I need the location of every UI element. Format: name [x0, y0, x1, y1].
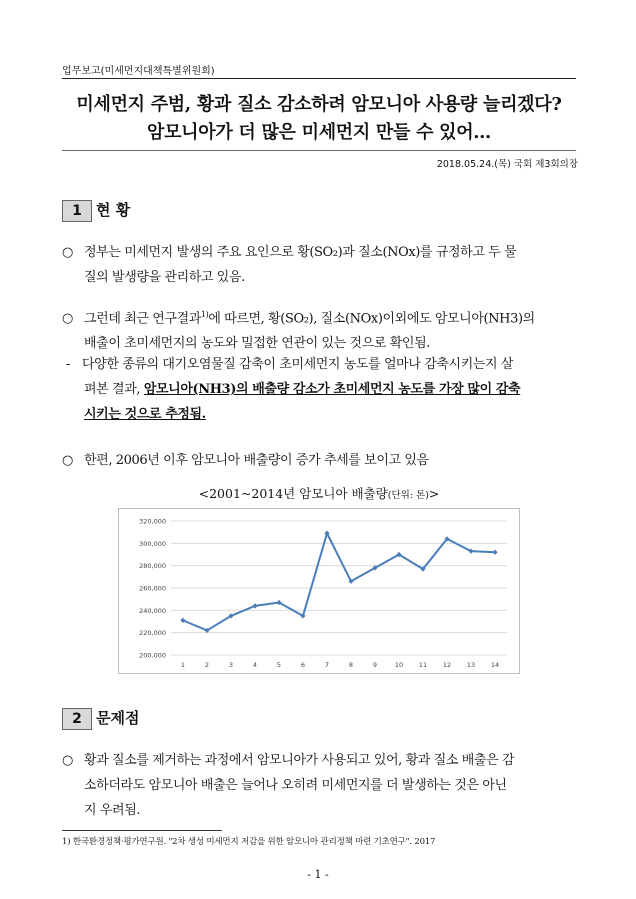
- x-tick-label: 2: [204, 661, 210, 669]
- x-tick-label: 10: [394, 661, 404, 669]
- paragraph-text: 황과 질소를 제거하는 과정에서 암모니아가 사용되고 있어, 황과 질소 배출은 감: [84, 753, 515, 768]
- title-line-1: 미세먼지 주범, 황과 질소 감소하려 암모니아 사용량 늘리겠다?: [76, 94, 562, 115]
- report-header-label: 업무보고(미세먼지대책특별위원회): [62, 66, 215, 77]
- x-tick-label: 11: [418, 661, 428, 669]
- circle-bullet: ○: [62, 311, 73, 327]
- section-1-title: 현 황: [96, 201, 131, 219]
- circle-bullet: ○: [62, 753, 73, 768]
- x-tick-label: 1: [180, 661, 186, 669]
- chart-caption-end: >: [428, 486, 440, 501]
- ammonia-emissions-chart: [118, 508, 520, 674]
- dateline: 2018.05.24.(목) 국회 제3회의장: [436, 159, 578, 170]
- x-tick-label: 12: [442, 661, 452, 669]
- section-2-number: 2: [62, 708, 92, 730]
- x-tick-label: 3: [228, 661, 234, 669]
- circle-bullet: ○: [62, 453, 73, 468]
- paragraph-text: 에 따르면, 황(SO₂), 질소(NOx)이외에도 암모니아(NH3)의: [208, 311, 535, 327]
- paragraph-text: 배출이 초미세먼지의 농도와 밀접한 연관이 있는 것으로 확인됨.: [84, 336, 430, 352]
- y-tick-label: 260,000: [139, 584, 166, 593]
- page-number: - 1 -: [307, 868, 329, 881]
- section-1-paragraph-4: [62, 448, 576, 473]
- paragraph-text: 한편, 2006년 이후 암모니아 배출량이 증가 추세를 보이고 있음: [84, 453, 429, 468]
- paragraph-text: 다양한 종류의 대기오염물질 감축이 초미세먼지 농도를 얼마나 감축시키는지 살: [82, 357, 514, 372]
- paragraph-text: 소하더라도 암모니아 배출은 늘어나 오히려 미세먼지를 더 발생하는 것은 아닌: [84, 778, 507, 793]
- title-line-2: 암모니아가 더 많은 미세먼지 만들 수 있어…: [147, 122, 491, 143]
- title-rule: [62, 150, 576, 151]
- header-rule: [62, 78, 576, 79]
- section-2-title: 문제점: [96, 709, 140, 727]
- chart-caption: [62, 484, 576, 502]
- line-chart-svg: [119, 509, 519, 673]
- dash-bullet: -: [66, 357, 70, 372]
- circle-bullet: ○: [62, 245, 73, 260]
- emphasized-finding: 시키는 것으로 추정됨.: [84, 407, 206, 422]
- chart-unit: (단위: 톤): [387, 490, 429, 501]
- y-tick-label: 320,000: [139, 517, 166, 526]
- y-tick-label: 300,000: [139, 539, 166, 548]
- x-tick-label: 7: [324, 661, 330, 669]
- x-tick-label: 14: [490, 661, 500, 669]
- x-tick-label: 4: [252, 661, 258, 669]
- paragraph-text: 그런데 최근 연구결과: [84, 311, 201, 327]
- paragraph-text: 정부는 미세먼지 발생의 주요 요인으로 황(SO₂)과 질소(NOx)를 규정하고 두 물: [84, 245, 517, 260]
- section-1-paragraph-2: [62, 302, 576, 356]
- data-point: [492, 550, 497, 555]
- x-tick-label: 13: [466, 661, 476, 669]
- x-tick-label: 9: [372, 661, 378, 669]
- paragraph-text: 펴본 결과,: [84, 382, 144, 397]
- section-1-paragraph-1: [62, 240, 576, 290]
- chart-caption-text: <2001~2014년 암모니아 배출량: [198, 486, 388, 501]
- footnote: 1) 한국환경정책·평가연구원. "2차 생성 미세먼지 저감을 위한 암모니아 관리정책 마련 기초연구". 2017: [62, 837, 436, 847]
- section-2-paragraph-1: [62, 748, 576, 823]
- section-1-number: 1: [62, 200, 92, 222]
- footnote-marker[interactable]: 1): [200, 310, 209, 319]
- x-tick-label: 8: [348, 661, 354, 669]
- y-tick-label: 200,000: [139, 651, 166, 660]
- paragraph-text: 질의 발생량을 관리하고 있음.: [84, 270, 245, 285]
- y-tick-label: 240,000: [139, 606, 166, 615]
- emphasized-finding: 암모니아(NH3)의 배출량 감소가 초미세먼지 농도를 가장 많이 감축: [143, 382, 521, 397]
- x-tick-label: 5: [276, 661, 282, 669]
- y-tick-label: 220,000: [139, 629, 166, 638]
- y-tick-label: 280,000: [139, 562, 166, 571]
- x-tick-label: 6: [300, 661, 306, 669]
- footnote-rule: [62, 830, 222, 831]
- section-1-paragraph-3: [62, 352, 576, 427]
- paragraph-text: 지 우려됨.: [84, 803, 141, 818]
